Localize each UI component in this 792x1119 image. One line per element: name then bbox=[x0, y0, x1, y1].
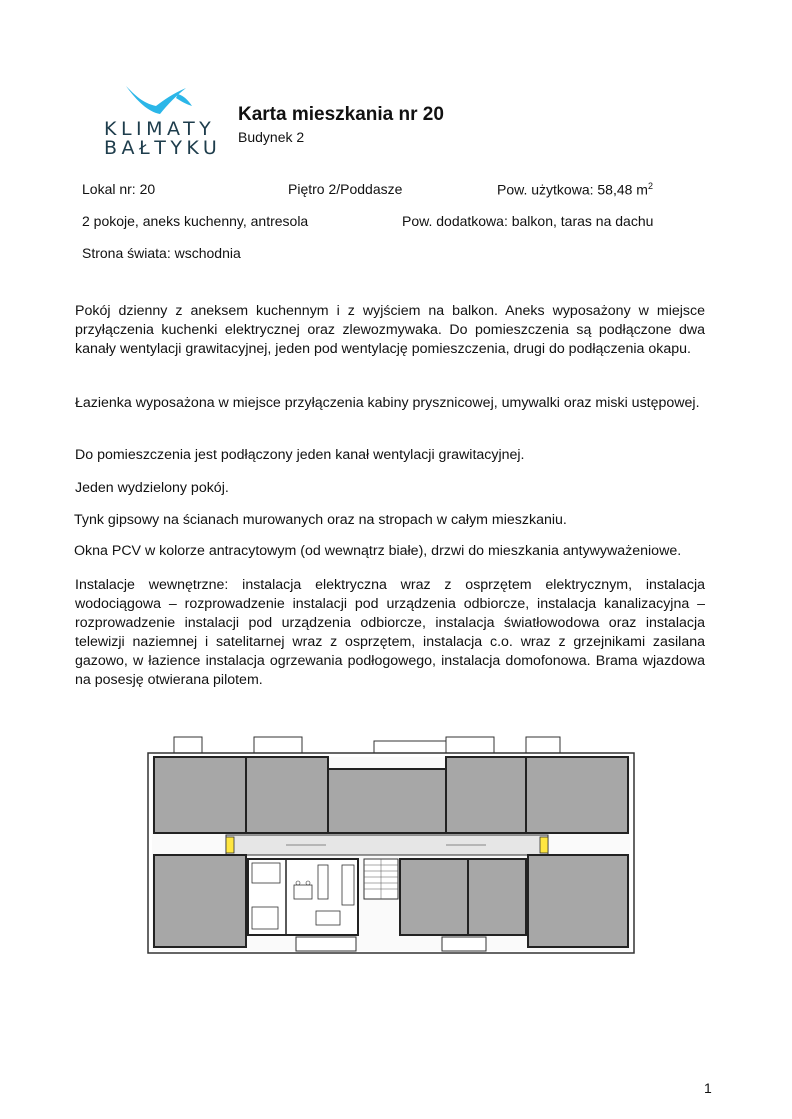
floor-plan-drawing bbox=[146, 735, 636, 957]
company-logo bbox=[100, 84, 222, 159]
paragraph-plaster: Tynk gipsowy na ścianach murowanych oraz na stropach w całym mieszkaniu. bbox=[74, 512, 567, 528]
usable-area-text: Pow. użytkowa: 58,48 m bbox=[497, 181, 648, 198]
paragraph-windows: Okna PCV w kolorze antracytowym (od wewnątrz białe), drzwi do mieszkania antywyważeniowe. bbox=[74, 543, 682, 559]
additional-area: Pow. dodatkowa: balkon, taras na dachu bbox=[402, 213, 654, 229]
paragraph-room: Jeden wydzielony pokój. bbox=[75, 480, 229, 496]
paragraph-ventilation: Do pomieszczenia jest podłączony jeden kanał wentylacji grawitacyjnej. bbox=[75, 447, 525, 463]
logo-line1: KLIMATY bbox=[104, 118, 216, 140]
floor-info: Piętro 2/Poddasze bbox=[288, 181, 403, 197]
bird-logo-icon bbox=[100, 84, 216, 120]
area-unit-superscript: 2 bbox=[647, 181, 653, 191]
paragraph-living-room: Pokój dzienny z aneksem kuchennym i z wyjściem na balkon. Aneks wyposażony w miejsce przyłączenia kuchenki elektrycznej oraz zlewozmywaka. Do pomieszczenia są podłączone dwa kanały wentylacji grawitacyjnej, jeden pod wentylację pomieszczenia, drugi do podłączenia okapu. bbox=[75, 303, 705, 357]
rooms-info: 2 pokoje, aneks kuchenny, antresola bbox=[82, 213, 309, 229]
orientation-info: Strona świata: wschodnia bbox=[82, 245, 241, 261]
usable-area bbox=[497, 181, 653, 198]
logo-line2: BAŁTYKU bbox=[104, 137, 222, 159]
page-subtitle: Budynek 2 bbox=[238, 129, 305, 145]
paragraph-bathroom: Łazienka wyposażona w miejsce przyłączenia kabiny prysznicowej, umywalki oraz miski ustępowej. bbox=[75, 395, 700, 411]
floor-plan bbox=[146, 735, 636, 957]
paragraph-installations: Instalacje wewnętrzne: instalacja elektryczna wraz z osprzętem elektrycznym, instalacja wodociągowa – rozprowadzenie instalacji pod urządzenia odbiorcze, instalacja kanalizacyjna – rozprowadzenie instalacji pod urządzenia odbiorcze, instalacja światłowodowa oraz instalacja telewizji naziemnej i satelitarnej wraz z osprzętem, instalacja c.o. wraz z grzejnikami zasilana gazowo, w łazience instalacja ogrzewania podłogowego, instalacja domofonowa. Brama wjazdowa na posesję otwierana pilotem. bbox=[75, 577, 705, 688]
page-number: 1 bbox=[704, 1080, 712, 1096]
unit-number: Lokal nr: 20 bbox=[82, 181, 156, 197]
page-title: Karta mieszkania nr 20 bbox=[238, 104, 444, 125]
